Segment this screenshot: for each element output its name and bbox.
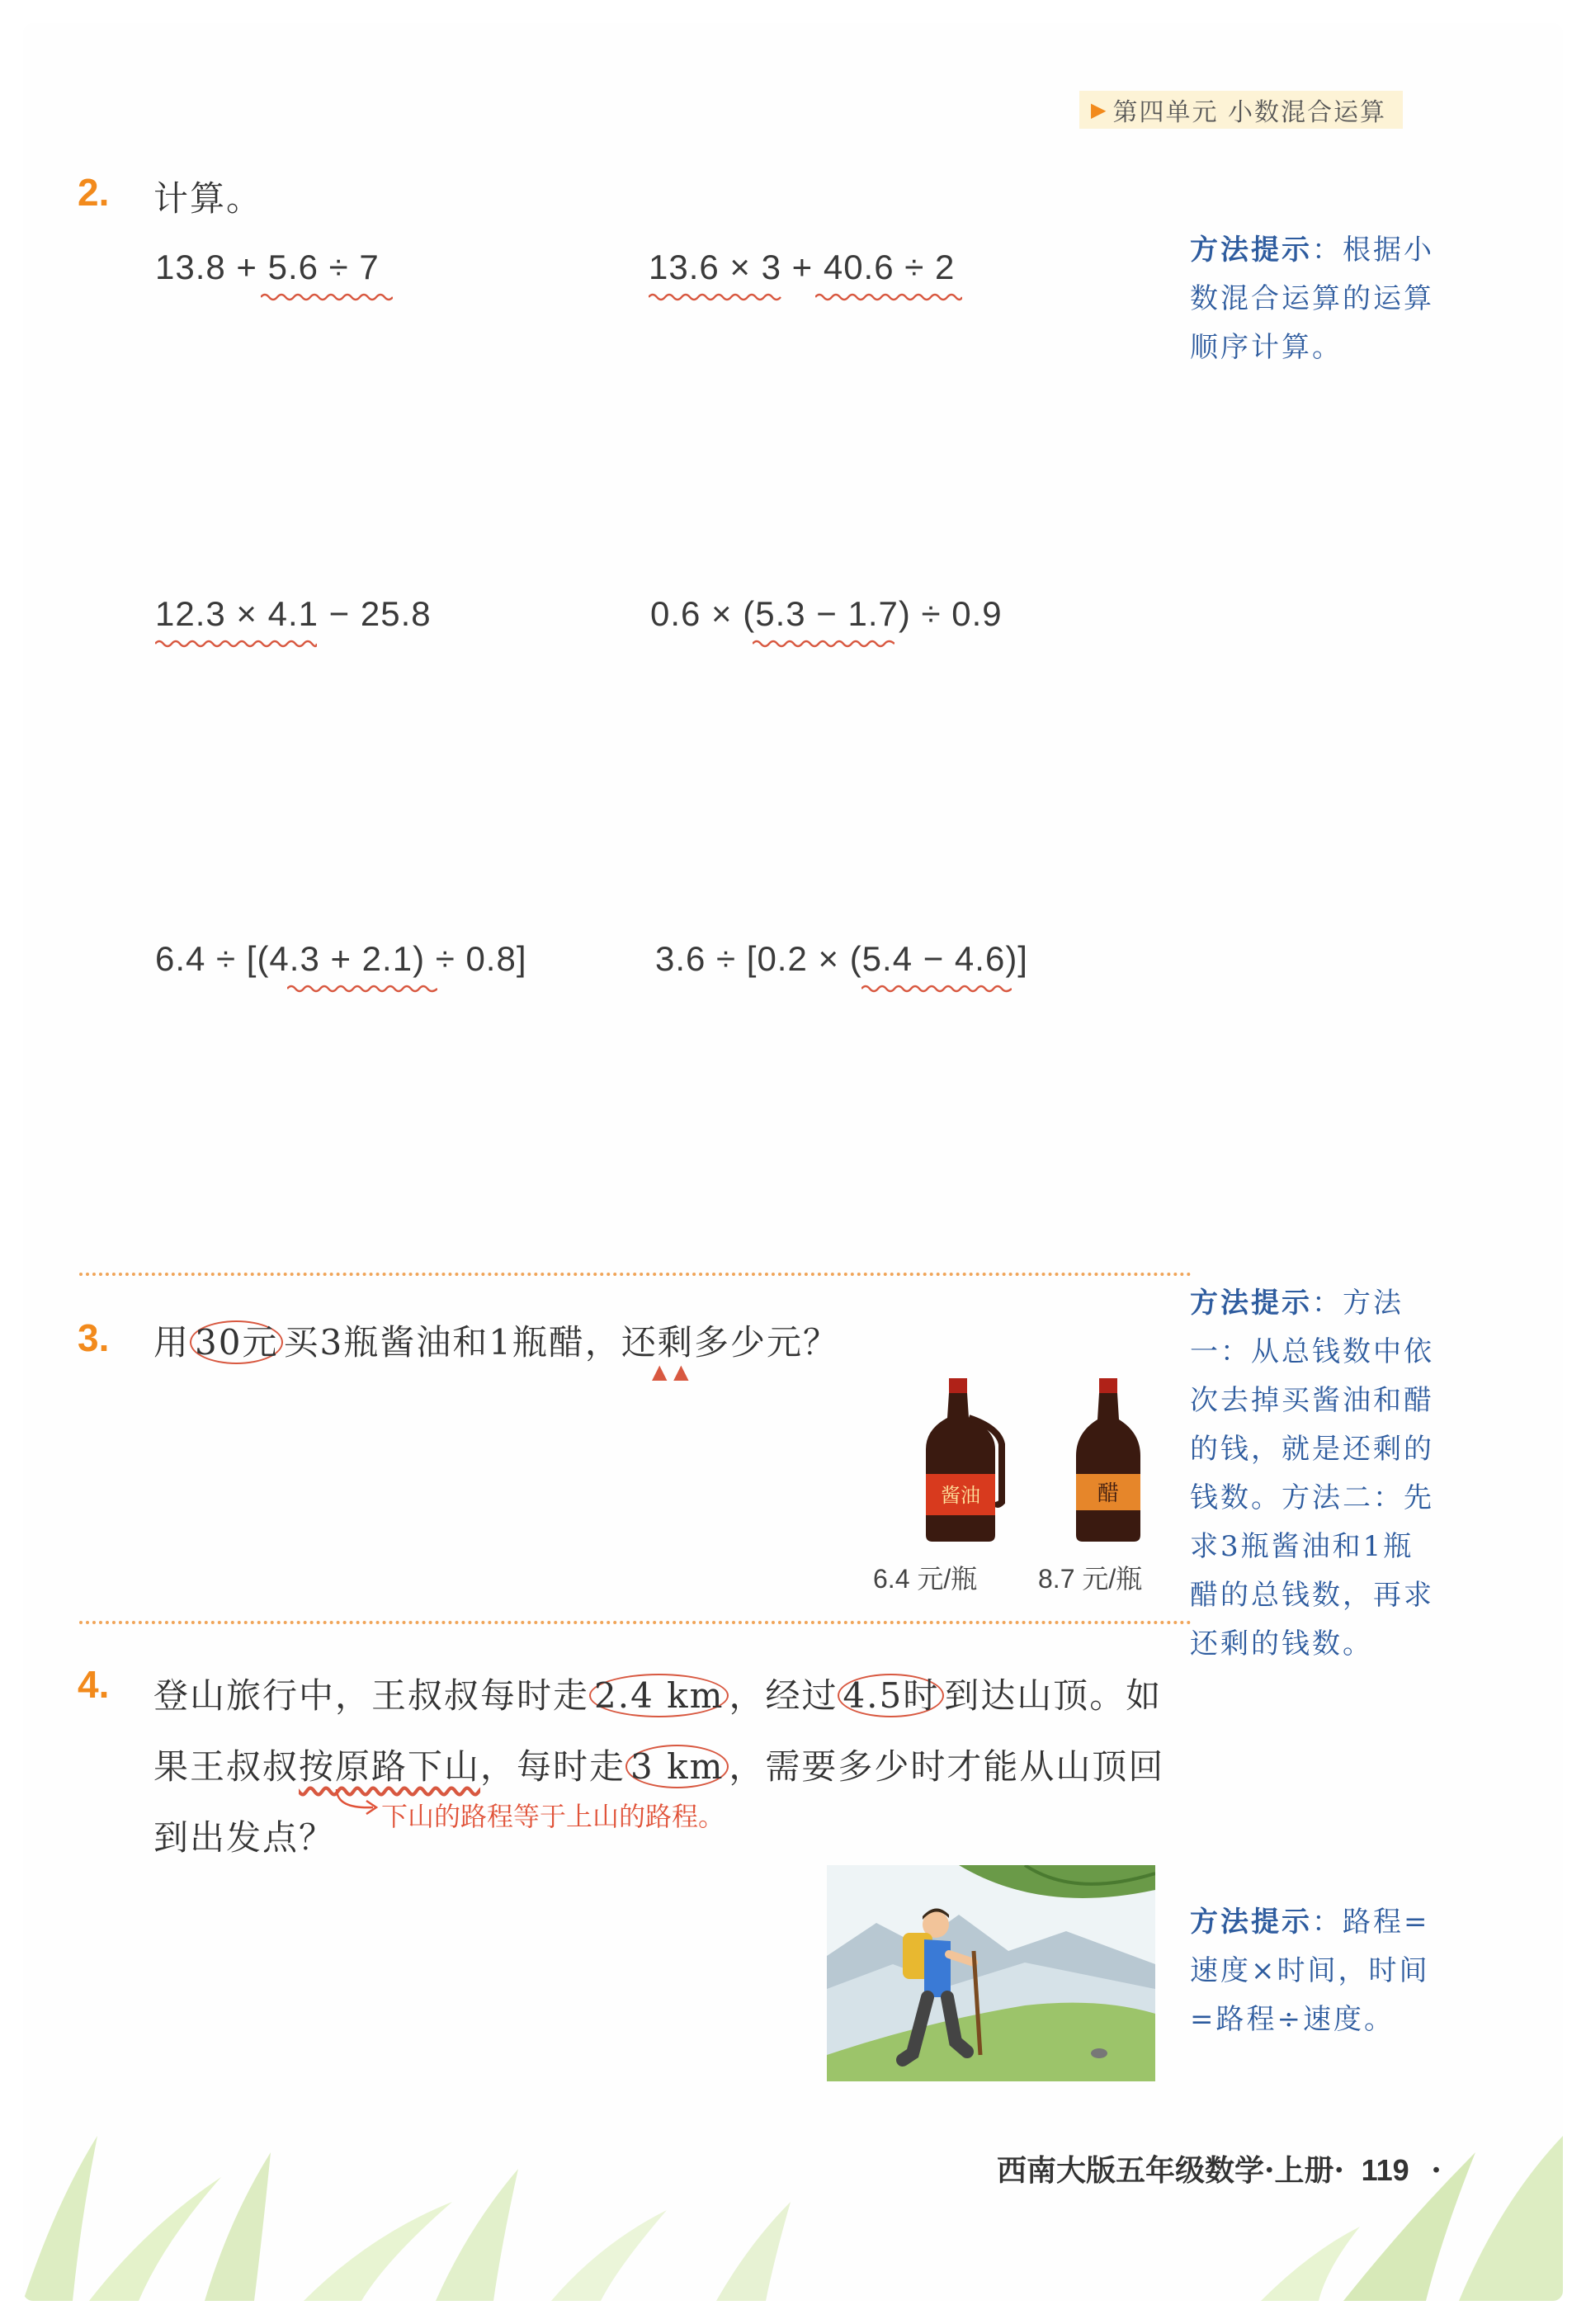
dotted-divider [79,1621,1192,1624]
q2-expr-4: 0.6 × (5.3 − 1.7) ÷ 0.9 [650,594,1003,633]
wavy-underline [155,639,317,649]
wavy-underline [649,292,782,302]
hint-label: 方法提示 [1190,1906,1312,1939]
q4-text-b: ，经过 [729,1675,838,1716]
page-footer [997,2147,1442,2189]
hint-text: ：根据小数混合运算的运算顺序计算。 [1190,234,1434,364]
hint-label: 方法提示 [1190,1287,1312,1320]
q4-key-phrase: 按原路下山 [299,1746,481,1787]
q2-expr-5: 6.4 ÷ [(4.3 + 2.1) ÷ 0.8] [155,939,527,978]
triangle-icon: ▶ [1091,98,1108,121]
q3-hint [1190,1279,1437,1669]
q4-text-f: ，需要多少时才能从山顶回 [729,1746,1165,1787]
hint-label: 方法提示 [1190,234,1312,267]
q3-number: 3. [78,1316,110,1359]
q4-text [153,1660,1164,1873]
q4-line-3: 到出发点？ [153,1817,336,1858]
q4-number: 4. [78,1663,110,1706]
page-number: 119 [1361,2153,1409,2187]
vinegar-price: 8.7 元/瓶 [1038,1564,1143,1594]
wavy-underline [861,984,1012,994]
hint-text: ：路程=速度×时间，时间=路程÷速度。 [1190,1906,1430,2036]
q4-hint [1190,1898,1437,2044]
grass-decoration [23,2103,1563,2301]
q4-time: 4.5时 [838,1674,944,1717]
wavy-underline [287,984,437,994]
q3-text-mid: 买3瓶酱油和1瓶醋， [283,1322,621,1363]
q4-text-d: 果王叔叔 [153,1746,300,1787]
soy-sauce-bottle-icon [916,1378,1007,1543]
q4-text-c: 到达山顶。如 [944,1675,1163,1716]
soy-price: 6.4 元/瓶 [873,1564,978,1594]
q4-line-2 [153,1731,1164,1802]
unit-title: 第四单元 小数混合运算 [1112,98,1387,127]
q4-note: 下山的路程等于上山的路程。 [381,1801,725,1832]
q3-money: 30元 [190,1320,283,1364]
emphasis-marks: ▲ ▲ [652,1360,689,1383]
hiker-illustration [827,1865,1155,2081]
q4-text-a: 登山旅行中，王叔叔每时走 [153,1675,590,1716]
wavy-underline [261,292,393,302]
hint-text: ：方法一：从总钱数中依次去掉买酱油和醋的钱，就是还剩的钱数。方法二：先求3瓶酱油和1瓶醋的总钱数，再求还剩的钱数。 [1190,1287,1434,1660]
q4-speed-down: 3 km [625,1745,729,1788]
vinegar-label: 醋 [1097,1481,1120,1506]
q3-text-post: 多少元？ [693,1322,839,1363]
arrow-icon [333,1788,381,1817]
q4-line-1 [153,1660,1164,1731]
dotted-divider [79,1273,1192,1276]
unit-tag [1079,91,1403,129]
q3-key-word: 还剩 [621,1322,694,1363]
q3-text-pre: 用 [153,1322,191,1363]
q2-hint [1190,226,1437,372]
q2-expr-6: 3.6 ÷ [0.2 × (5.4 − 4.6)] [655,939,1028,978]
vinegar-bottle-icon [1071,1378,1145,1543]
textbook-page [23,23,1563,2301]
footer-dot: · [1431,2153,1442,2188]
wavy-underline [753,639,894,649]
book-title: 西南大版五年级数学·上册· [997,2153,1345,2188]
soy-label: 酱油 [941,1484,980,1507]
q2-expr-1: 13.8 + 5.6 ÷ 7 [155,248,380,286]
wavy-underline [815,292,962,302]
q2-title: 计算。 [153,178,263,219]
q4-text-e: ，每时走 [480,1746,626,1787]
q2-number: 2. [78,171,110,214]
q2-expr-3: 12.3 × 4.1 − 25.8 [155,594,432,633]
q4-speed-up: 2.4 km [589,1674,729,1717]
q3-text [153,1316,839,1365]
q2-expr-2: 13.6 × 3 + 40.6 ÷ 2 [649,248,956,286]
